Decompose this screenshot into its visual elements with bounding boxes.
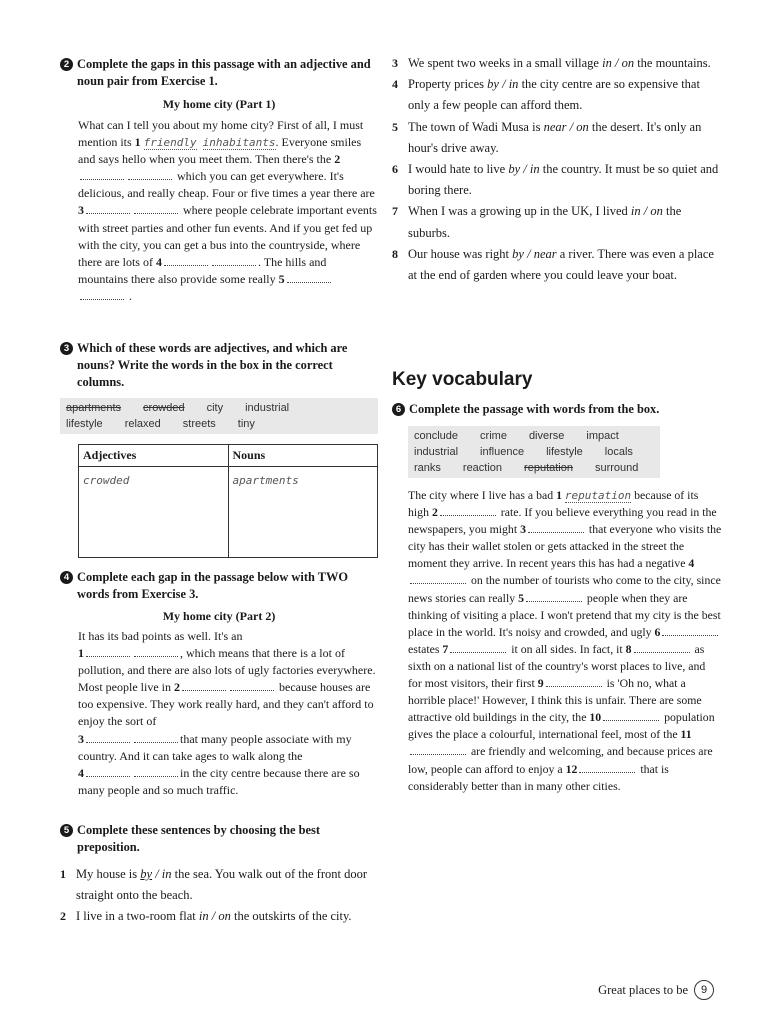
choice[interactable]: in	[198, 909, 209, 924]
answer-gap[interactable]	[134, 202, 178, 214]
choice[interactable]: near	[543, 119, 567, 134]
exercise-instruction: Complete the passage with words from the box.	[409, 402, 660, 416]
word: industrial	[245, 402, 290, 414]
handwritten-answer: inhabitants	[202, 136, 276, 150]
choice[interactable]: in	[508, 77, 519, 92]
handwritten-answer: reputation	[564, 489, 632, 502]
choice[interactable]: on	[650, 204, 663, 219]
page-footer	[598, 980, 714, 1000]
gap-number: 1	[78, 646, 84, 661]
answer-gap[interactable]	[579, 761, 635, 773]
column-header-adjectives: Adjectives	[79, 445, 229, 467]
gap-number: 5	[518, 590, 524, 605]
answer-gap[interactable]	[410, 572, 466, 584]
gap-number: 11	[680, 727, 692, 742]
word-used: apartments	[66, 402, 122, 414]
answer-table	[78, 444, 378, 558]
word: relaxed	[124, 418, 161, 430]
exercise-2-header	[60, 56, 378, 90]
handwritten-answer: apartments	[232, 474, 299, 487]
exercise-5-continued	[392, 53, 722, 286]
sentence-3: 3 We spent two weeks in a small village in / on the mountains.	[392, 56, 711, 70]
exercise-number: 6	[392, 403, 405, 416]
answer-gap[interactable]	[546, 675, 602, 687]
choice[interactable]: in	[161, 867, 172, 881]
answer-gap[interactable]	[86, 731, 130, 743]
choice[interactable]: in	[602, 56, 612, 70]
choice[interactable]: by	[512, 246, 524, 261]
word: reaction	[462, 462, 503, 474]
gap-number: 6	[654, 624, 661, 639]
answer-gap[interactable]	[134, 731, 178, 743]
gap-number: 9	[537, 676, 544, 691]
nouns-cell[interactable]	[228, 467, 378, 558]
answer-gap[interactable]	[450, 641, 506, 653]
passage: The city where I live has a bad 1 reputation because of its high 2 rate. If you believe everything you read in the newspapers, you might 3 that everyone who visits the city has their wallet stolen or gets attacked in the street the moment they arrive. In recent years this has had a negative 4 on the number of tourists who come to the city, since news stories can really 5 people when they are thinking of visiting a place. I won't pretend that my city is the best place in the world. It's noisy and crowded, and ugly 6 estates 7 it on all sides. In fact, it 8 as sixth on a national list of the country's worst places to live, and for most visitors, their first 9 is 'Oh no, what a horrible place!' However, I think this is unfair. There are some attractive old buildings in the city, the 10 population gives the place a colourful, international feel, most of the 11 are friendly and welcoming, and because prices are low, people can afford to enjoy a 12 that is considerably better than in many other cities.	[408, 488, 722, 793]
sentence-1: 1 My house is by / in the sea. You walk out of the front door straight onto the beach.	[60, 867, 367, 903]
gap-number: 10	[589, 710, 602, 725]
exercise-instruction: Complete these sentences by choosing the best preposition.	[77, 823, 320, 854]
answer-gap[interactable]	[134, 765, 178, 777]
answer-gap[interactable]	[662, 624, 718, 636]
gap-number: 3	[78, 203, 84, 218]
answer-gap[interactable]	[212, 254, 256, 266]
choice[interactable]: by	[508, 162, 521, 177]
exercise-6-header	[392, 401, 722, 418]
exercise-2	[60, 56, 378, 305]
answer-gap[interactable]	[80, 288, 124, 300]
gap-number: 8	[625, 641, 632, 656]
answer-gap[interactable]	[603, 709, 659, 721]
page-number: 9	[694, 980, 714, 1000]
word: lifestyle	[66, 418, 103, 430]
sentence-5: 5 The town of Wadi Musa is near / on the desert. It's only an hour's drive away.	[392, 119, 702, 155]
sentence-8: 8 Our house was right by / near a river. There was even a place at the end of garden where you could leave your boat.	[392, 246, 714, 283]
gap-number: 3	[78, 731, 84, 746]
word: tiny	[237, 418, 255, 430]
answer-gap[interactable]	[86, 765, 130, 777]
handwritten-answer: friendly	[143, 136, 197, 150]
choice-selected[interactable]: by	[140, 867, 153, 881]
word: conclude	[414, 430, 459, 442]
answer-gap[interactable]	[86, 202, 130, 214]
passage: It has its bad points as well. It's an 1 , which means that there is a lot of pollution, and there are also lots of ugly factories everywhere. Most people live in 2 because houses are too expensive. They work really hard, and they can't afford to enjoy the sort of 3 that many people associate with my country. And it can take ages to walk along the 4 in the city centre because there are so many people and so much traffic.	[78, 629, 376, 797]
exercise-instruction: Complete the gaps in this passage with an adjective and noun pair from Exercise 1.	[77, 57, 371, 88]
word: industrial	[414, 446, 459, 458]
gap-number: 2	[174, 680, 180, 695]
word: city	[206, 402, 224, 414]
answer-gap[interactable]	[440, 504, 496, 516]
word-box	[408, 426, 660, 478]
gap-number: 2	[431, 505, 438, 520]
sentence-7: 7 When I was a growing up in the UK, I lived in / on the suburbs.	[392, 204, 682, 240]
gap-number: 3	[520, 522, 526, 537]
answer-gap[interactable]	[410, 743, 466, 755]
answer-gap[interactable]	[134, 645, 178, 657]
exercise-4-header	[60, 569, 378, 603]
word: impact	[586, 430, 619, 442]
handwritten-answer: crowded	[83, 474, 130, 487]
answer-gap[interactable]	[287, 271, 331, 283]
gap-number: 5	[278, 271, 285, 286]
answer-gap[interactable]	[164, 254, 208, 266]
word: streets	[182, 418, 216, 430]
passage-title: My home city (Part 1)	[162, 97, 276, 111]
gap-number: 1	[134, 135, 141, 150]
choice[interactable]: by	[487, 77, 499, 92]
unit-title: Great places to be	[598, 982, 688, 997]
gap-number: 2	[334, 152, 341, 167]
answer-gap[interactable]	[528, 521, 584, 533]
sentence-6: 6 I would hate to live by / in the country. It must be so quiet and boring there.	[392, 162, 719, 198]
exercise-4	[60, 569, 378, 799]
exercise-3	[60, 340, 378, 558]
gap-number: 12	[565, 761, 578, 776]
sentence-4: 4 Property prices by / in the city centre are so expensive that only a few people can afford them.	[392, 77, 700, 113]
exercise-instruction: Complete each gap in the passage below with TWO words from Exercise 3.	[77, 570, 348, 601]
answer-gap[interactable]	[86, 645, 130, 657]
gap-number: 7	[442, 641, 449, 656]
answer-gap[interactable]	[80, 168, 124, 180]
answer-gap[interactable]	[526, 590, 582, 602]
word: influence	[480, 446, 525, 458]
passage-title: My home city (Part 2)	[162, 609, 276, 623]
adjectives-cell[interactable]	[79, 467, 229, 558]
exercise-6	[392, 401, 722, 795]
choice[interactable]: on	[576, 119, 589, 134]
word: lifestyle	[546, 446, 583, 458]
choice[interactable]: on	[621, 56, 635, 70]
exercise-number: 2	[60, 58, 73, 71]
answer-gap[interactable]	[128, 168, 172, 180]
sentence-2: 2 I live in a two-room flat in / on the outskirts of the city.	[60, 909, 352, 924]
word: crime	[480, 430, 507, 442]
column-header-nouns: Nouns	[228, 445, 378, 467]
answer-gap[interactable]	[230, 679, 274, 691]
word: diverse	[528, 430, 565, 442]
gap-number: 4	[78, 765, 84, 780]
section-title: Key vocabulary	[392, 369, 533, 390]
passage: What can I tell you about my home city? First of all, I must mention its 1 friendly inhabitants. Everyone smiles and says hello when you meet them. Then there's the 2 which you can get everywhere. It's delicious, and really cheap. Four or five times a year there are 3 where people celebrate important events with street parties and other fun events. And if you get fed up with the city, you can get a bus into the countryside, where there are lots of 4 . The hills and mountains there also provide some really 5 .	[78, 118, 377, 303]
exercise-instruction: Which of these words are adjectives, and which are nouns? Write the words in the box in the correct columns.	[77, 341, 348, 389]
word-used: crowded	[143, 402, 185, 414]
answer-gap[interactable]	[634, 641, 690, 653]
choice[interactable]: in	[529, 162, 540, 177]
exercise-3-header	[60, 340, 378, 391]
gap-number: 4	[155, 254, 162, 269]
word-box	[60, 398, 378, 434]
gap-number: 4	[688, 556, 695, 571]
choice[interactable]: in	[630, 204, 641, 219]
word-used: reputation	[524, 462, 573, 474]
answer-gap[interactable]	[182, 679, 226, 691]
choice[interactable]: near	[533, 246, 557, 261]
word: ranks	[414, 462, 441, 474]
exercise-number: 5	[60, 824, 73, 837]
exercise-number: 4	[60, 571, 73, 584]
choice[interactable]: on	[218, 909, 231, 924]
gap-number: 1	[556, 488, 562, 502]
word: locals	[604, 446, 633, 458]
word: surround	[594, 462, 639, 474]
exercise-5	[60, 822, 378, 928]
exercise-number: 3	[60, 342, 73, 355]
exercise-5-header	[60, 822, 378, 856]
